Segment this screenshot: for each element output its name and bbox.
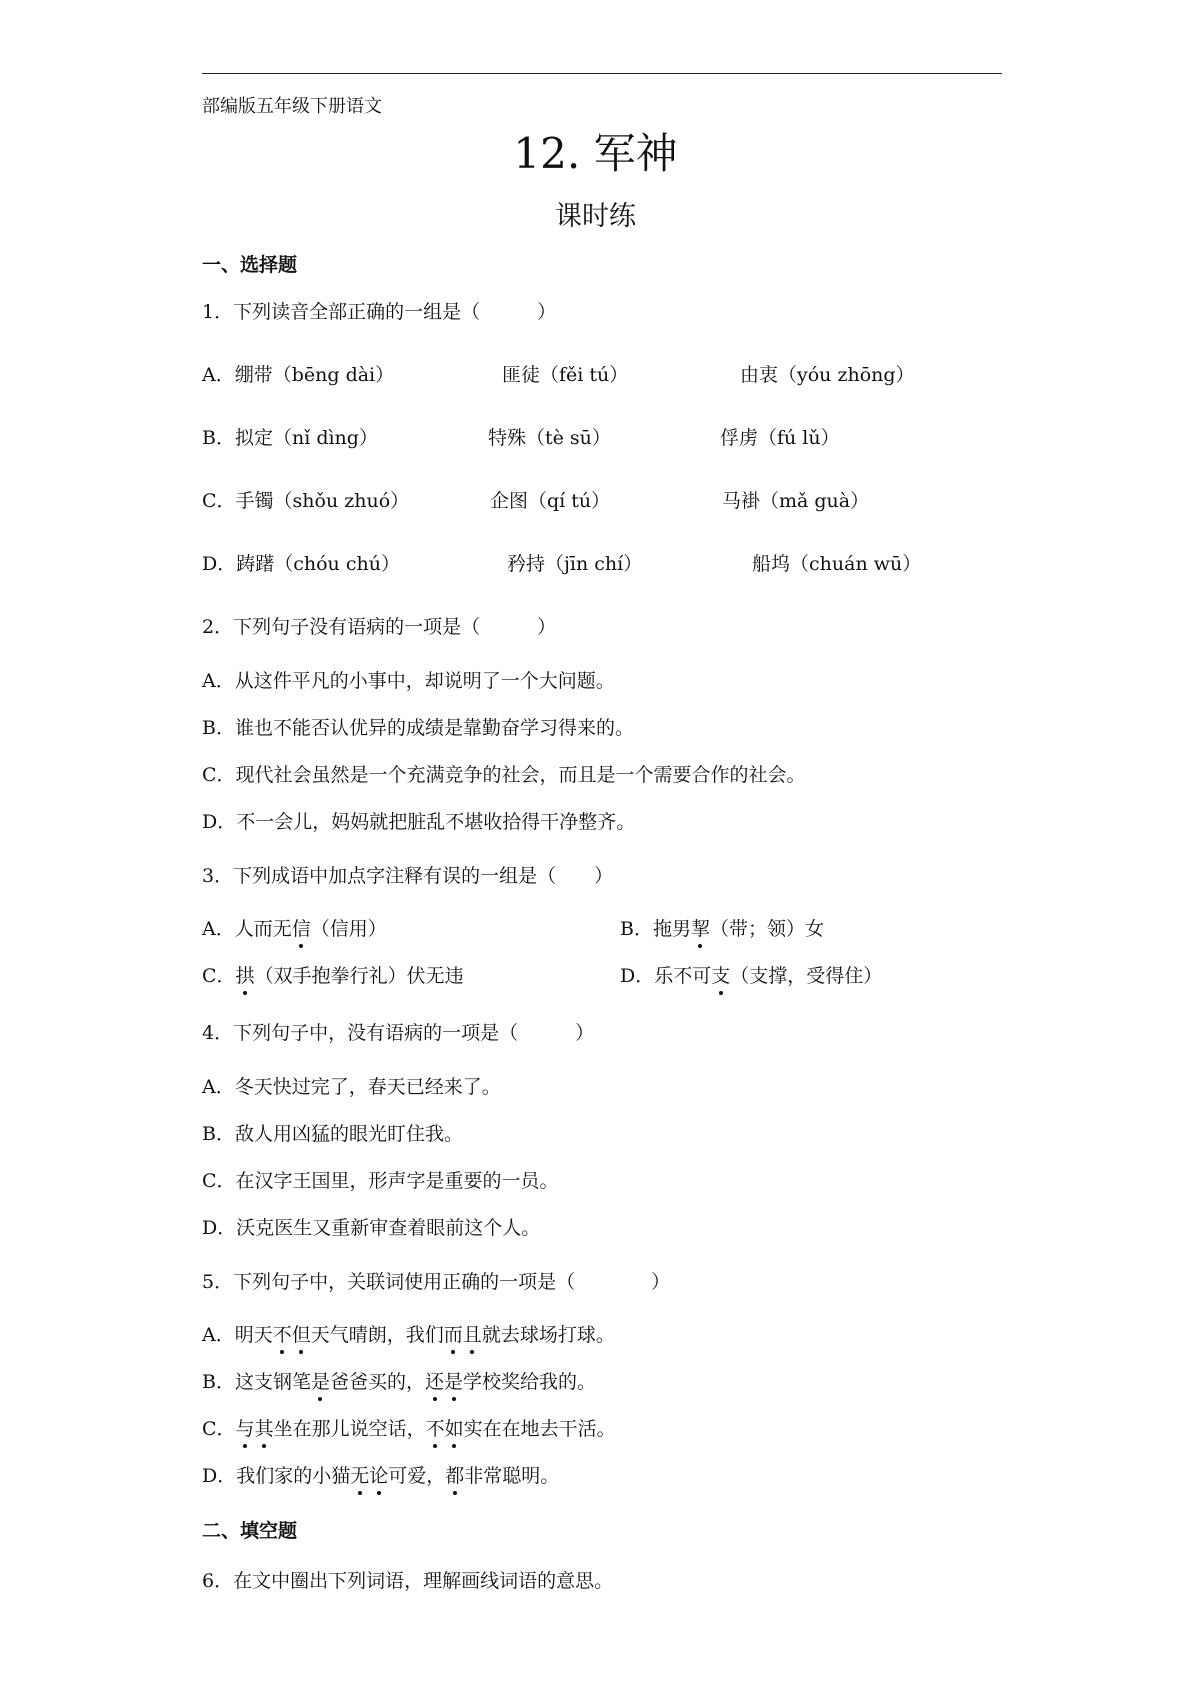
q1-option-b-word1: B．拟定（nǐ dìng） [202,427,378,449]
page-subtitle: 课时练 [555,201,636,232]
emphasis-dot-char: 但 [291,1324,311,1346]
emphasis-dot-char: 还 [425,1371,445,1393]
q4-option-b: B．敌人用凶猛的眼光盯住我。 [202,1123,463,1145]
q1-option-a-word2: 匪徒（fěi tú） [502,364,629,386]
q4-option-d: D．沃克医生又重新审查着眼前这个人。 [202,1217,541,1239]
emphasis-dot-char: 不 [425,1418,445,1440]
emphasis-dot-char: 都 [445,1465,465,1487]
section-heading-choice: 一、选择题 [202,254,298,276]
section-heading-fill: 二、填空题 [202,1520,298,1542]
emphasis-dot-char: 与 [235,1418,255,1440]
emphasis-dot-char: 支 [711,965,731,987]
emphasis-dot-char: 而 [443,1324,463,1346]
emphasis-dot-char: 是 [310,1371,330,1393]
q1-option-a-word3: 由衷（yóu zhōng） [740,364,915,386]
q1-option-d-word3: 船坞（chuán wū） [752,553,922,575]
question-5-stem: 5．下列句子中，关联词使用正确的一项是（ ） [202,1271,671,1293]
question-6-stem: 6．在文中圈出下列词语，理解画线词语的意思。 [202,1570,614,1592]
q5-option-b: B．这支钢笔是爸爸买的，还是学校奖给我的。 [202,1371,597,1393]
q1-option-b-word2: 特殊（tè sū） [488,427,611,449]
q5-option-a: A．明天不但天气晴朗，我们而且就去球场打球。 [202,1324,615,1346]
q1-option-d-word2: 矜持（jīn chí） [507,553,643,575]
emphasis-dot-char: 拱 [235,965,255,987]
emphasis-dot-char: 不 [272,1324,292,1346]
question-2-stem: 2．下列句子没有语病的一项是（ ） [202,616,557,638]
q2-option-b: B．谁也不能否认优异的成绩是靠勤奋学习得来的。 [202,717,634,739]
q2-option-a: A．从这件平凡的小事中，却说明了一个大问题。 [202,670,615,692]
q1-option-a-word1: A．绷带（bēng dài） [202,364,395,386]
q4-option-a: A．冬天快过完了，春天已经来了。 [202,1076,501,1098]
q1-option-c-word3: 马褂（mǎ guà） [722,490,870,512]
emphasis-dot-char: 信 [291,918,311,940]
emphasis-dot-char: 论 [369,1465,389,1487]
question-4-stem: 4．下列句子中，没有语病的一项是（ ） [202,1022,595,1044]
document-header: 部编版五年级下册语文 [202,96,382,117]
question-3-stem: 3．下列成语中加点字注释有误的一组是（ ） [202,865,614,887]
q3-option-c: C．拱（双手抱拳行礼）伏无违 [202,965,464,987]
q1-option-c-word1: C．手镯（shǒu zhuó） [202,490,410,512]
emphasis-dot-char: 是 [444,1371,464,1393]
q2-option-c: C．现代社会虽然是一个充满竞争的社会，而且是一个需要合作的社会。 [202,764,806,786]
q4-option-c: C．在汉字王国里，形声字是重要的一员。 [202,1170,559,1192]
q1-option-d-word1: D．踌躇（chóu chú） [202,553,400,575]
header-rule [202,73,1002,74]
q3-option-b: B．拖男挈（带；领）女 [620,918,824,940]
question-1-stem: 1．下列读音全部正确的一组是（ ） [202,301,557,323]
q5-option-d: D．我们家的小猫无论可爱，都非常聪明。 [202,1465,560,1487]
emphasis-dot-char: 其 [254,1418,274,1440]
emphasis-dot-char: 且 [462,1324,482,1346]
emphasis-dot-char: 如 [444,1418,464,1440]
q2-option-d: D．不一会儿，妈妈就把脏乱不堪收拾得干净整齐。 [202,811,636,833]
q3-option-a: A．人而无信（信用） [202,918,387,940]
page-title: 12. 军神 [513,129,678,178]
emphasis-dot-char: 挈 [690,918,710,940]
q5-option-c: C．与其坐在那儿说空话，不如实在在地去干活。 [202,1418,616,1440]
q1-option-b-word3: 俘虏（fú lǔ） [720,427,840,449]
q1-option-c-word2: 企图（qí tú） [490,490,611,512]
q3-option-d: D．乐不可支（支撑，受得住） [620,965,883,987]
emphasis-dot-char: 无 [350,1465,370,1487]
